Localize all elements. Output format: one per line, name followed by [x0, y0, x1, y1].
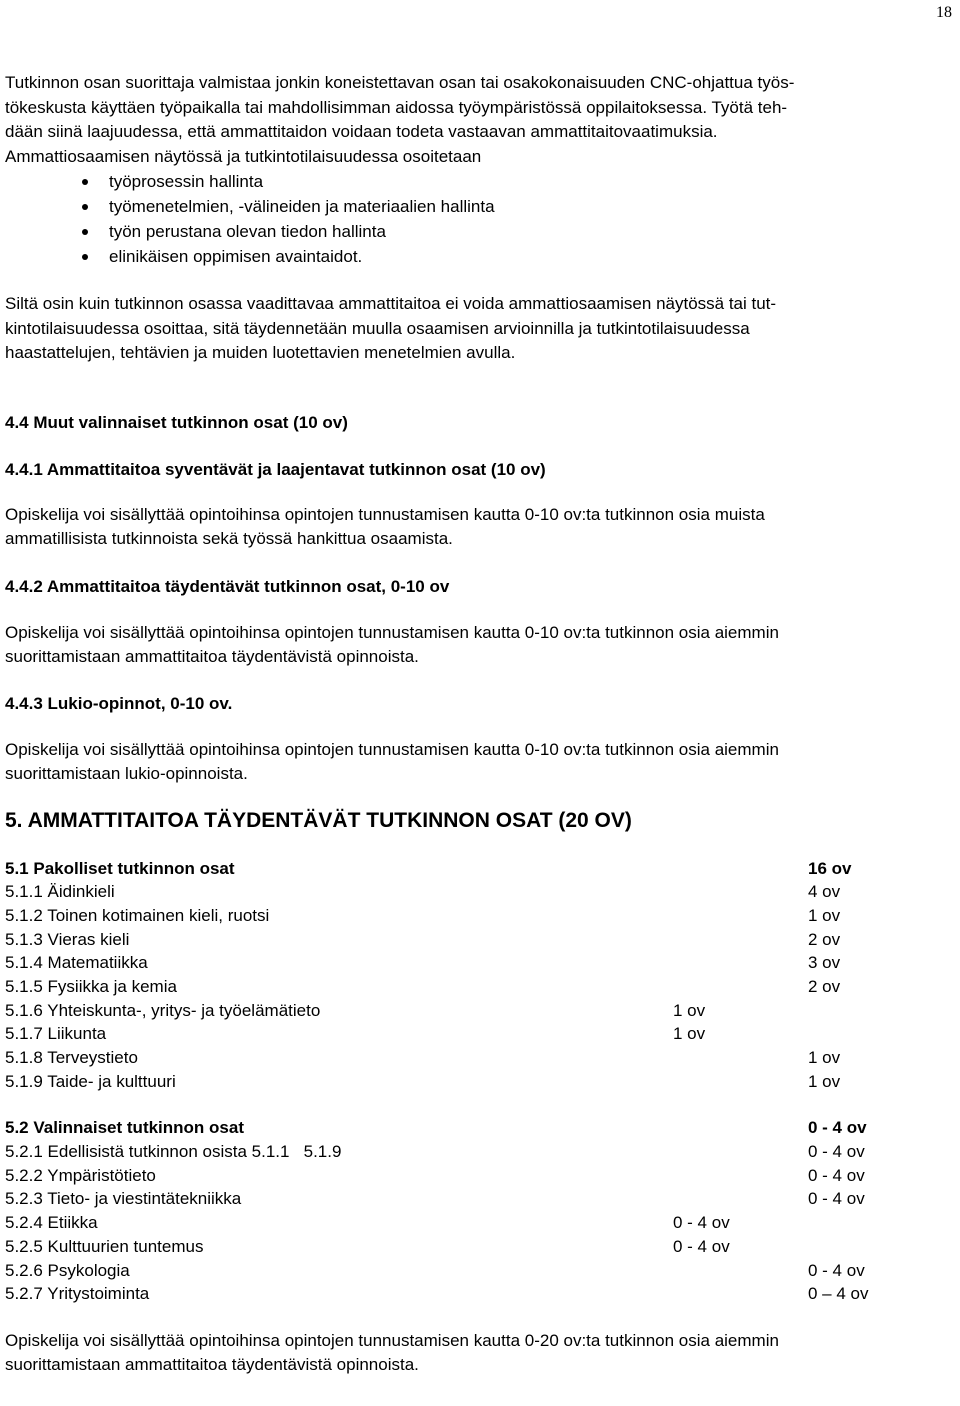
list-item: työn perustana olevan tiedon hallinta	[5, 219, 945, 244]
row-value: 0 - 4 ov	[808, 1142, 865, 1162]
row-value: 1 ov	[808, 1071, 841, 1091]
list-item: työmenetelmien, -välineiden ja materiaalien hallinta	[5, 194, 945, 219]
table-row	[5, 1070, 945, 1094]
row-name: 5.1.3 Vieras kieli	[5, 929, 130, 949]
row-value: 2 ov	[808, 976, 841, 996]
row-name: 5.2.1 Edellisistä tutkinnon osista 5.1.1 5.1.9	[5, 1142, 342, 1162]
row-value: 0 - 4 ov	[808, 1118, 867, 1138]
paragraph-4-4-3: Opiskelija voi sisällyttää opintoihinsa opintojen tunnustamisen kautta 0-10 ov:ta tutkinnon osia aiemmin suorittamistaan lukio-opinnoista.	[5, 739, 779, 783]
row-name: 5.1.4 Matematiikka	[5, 953, 148, 973]
table-5-2	[5, 1116, 945, 1306]
row-name: 5.1.8 Terveystieto	[5, 1048, 138, 1067]
table-row	[5, 1140, 945, 1164]
table-row	[5, 904, 945, 928]
paragraph-4-4-2: Opiskelija voi sisällyttää opintoihinsa opintojen tunnustamisen kautta 0-10 ov:ta tutkinnon osia aiemmin suorittamistaan ammattitaitoa täydentävistä opinnoista.	[5, 622, 779, 666]
list-item: työprosessin hallinta	[5, 169, 945, 194]
bullet-list	[5, 169, 945, 269]
row-value: 1 ov	[673, 1024, 706, 1044]
row-value: 4 ov	[808, 882, 841, 902]
row-value: 0 - 4 ov	[808, 1260, 865, 1280]
row-name: 5.1.6 Yhteiskunta-, yritys- ja työelämätieto	[5, 1000, 321, 1020]
row-name: 5.2.6 Psykologia	[5, 1260, 130, 1280]
paragraph-demonstration: Ammattiosaamisen näytössä ja tutkintotilaisuudessa osoitetaan	[5, 146, 482, 166]
row-value: 0 - 4 ov	[808, 1189, 865, 1209]
bullet-icon	[82, 254, 88, 260]
bullet-icon	[82, 204, 88, 210]
heading-5: 5. AMMATTITAITOA TÄYDENTÄVÄT TUTKINNON OSAT (20 OV)	[5, 808, 632, 832]
table-row	[5, 1235, 945, 1259]
paragraph-assessment: Siltä osin kuin tutkinnon osassa vaadittavaa ammattitaitoa ei voida ammattiosaamisen näytössä tai tut- kintotilaisuudessa osoittaa, sitä täydennetään muulla osaamisen arvioinnilla ja tutkintotilaisuudessa haastattelujen, tehtävien ja muiden luotettavien menetelmien avulla.	[5, 294, 777, 362]
heading-4-4-1: 4.4.1 Ammattitaitoa syventävät ja laajentavat tutkinnon osat (10 ov)	[5, 459, 546, 479]
row-name: 5.2.2 Ympäristötieto	[5, 1165, 156, 1185]
row-name: 5.2.5 Kulttuurien tuntemus	[5, 1236, 204, 1256]
table-row	[5, 975, 945, 999]
table-row	[5, 857, 945, 881]
bullet-icon	[82, 229, 88, 235]
table-row	[5, 1116, 945, 1140]
table-row	[5, 1164, 945, 1188]
paragraph-intro: Tutkinnon osan suorittaja valmistaa jonkin koneistettavan osan tai osakokonaisuuden CNC-ohjattua työs- tökeskusta käyttäen työpaikalla tai mahdollisimman aidossa työympäristössä oppilaitoksessa. Työtä teh- dään siinä laajuudessa, että ammattitaidon voidaan todeta vastaavan ammattitaitovaatimuksia.	[5, 73, 795, 141]
row-value: 0 - 4 ov	[673, 1213, 730, 1233]
row-value: 0 - 4 ov	[673, 1236, 730, 1256]
heading-4-4-2: 4.4.2 Ammattitaitoa täydentävät tutkinnon osat, 0-10 ov	[5, 576, 450, 596]
row-name: 5.2.7 Yritystoiminta	[5, 1284, 150, 1304]
paragraph-4-4-1: Opiskelija voi sisällyttää opintoihinsa opintojen tunnustamisen kautta 0-10 ov:ta tutkinnon osia muista ammatillisista tutkinnoista sekä työssä hankittua osaamista.	[5, 504, 765, 548]
row-name: 5.1.7 Liikunta	[5, 1024, 107, 1044]
row-value: 0 – 4 ov	[808, 1284, 869, 1304]
document-body	[5, 71, 945, 1378]
row-name: 5.1 Pakolliset tutkinnon osat	[5, 858, 235, 878]
table-row	[5, 1187, 945, 1211]
list-item: elinikäisen oppimisen avaintaidot.	[5, 244, 945, 269]
table-row	[5, 1282, 945, 1306]
row-name: 5.1.1 Äidinkieli	[5, 882, 115, 902]
bullet-icon	[82, 179, 88, 185]
table-row	[5, 1259, 945, 1283]
row-name: 5.1.2 Toinen kotimainen kieli, ruotsi	[5, 905, 270, 925]
row-name: 5.2.3 Tieto- ja viestintätekniikka	[5, 1189, 242, 1209]
row-value: 16 ov	[808, 858, 852, 878]
row-value: 0 - 4 ov	[808, 1165, 865, 1185]
row-name: 5.1.9 Taide- ja kulttuuri	[5, 1071, 176, 1091]
table-5-1	[5, 857, 945, 1094]
row-value: 3 ov	[808, 953, 841, 973]
row-value: 2 ov	[808, 929, 841, 949]
table-row	[5, 999, 945, 1023]
table-row	[5, 951, 945, 975]
table-row	[5, 1022, 945, 1046]
table-row	[5, 1046, 945, 1070]
row-name: 5.2 Valinnaiset tutkinnon osat	[5, 1118, 244, 1138]
paragraph-final: Opiskelija voi sisällyttää opintoihinsa opintojen tunnustamisen kautta 0-20 ov:ta tutkinnon osia aiemmin suorittamistaan ammattitaitoa täydentävistä opinnoista.	[5, 1330, 779, 1375]
row-value: 1 ov	[673, 1000, 706, 1020]
row-name: 5.2.4 Etiikka	[5, 1213, 98, 1233]
heading-4-4: 4.4 Muut valinnaiset tutkinnon osat (10 ov)	[5, 412, 348, 432]
row-name: 5.1.5 Fysiikka ja kemia	[5, 976, 177, 996]
row-value: 1 ov	[808, 1048, 841, 1067]
table-row	[5, 928, 945, 952]
table-row	[5, 880, 945, 904]
table-row	[5, 1211, 945, 1235]
page-number: 18	[936, 4, 952, 21]
heading-4-4-3: 4.4.3 Lukio-opinnot, 0-10 ov.	[5, 693, 233, 713]
row-value: 1 ov	[808, 905, 841, 925]
